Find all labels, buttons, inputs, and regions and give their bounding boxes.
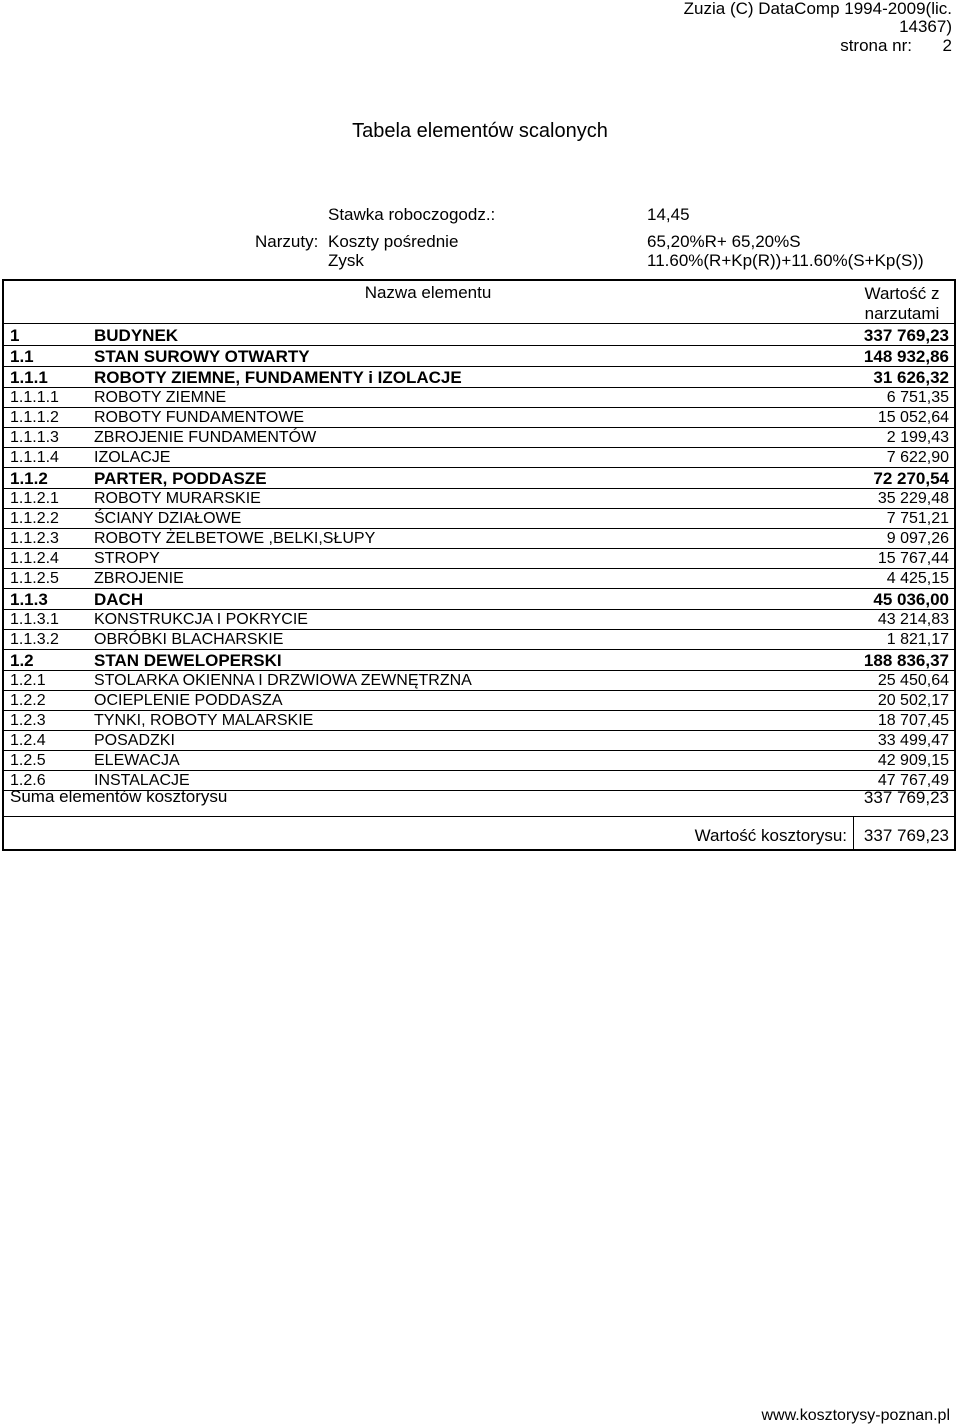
row-value: 6 751,35	[886, 389, 949, 406]
row-number: 1.1.2.3	[10, 530, 59, 547]
row-name: ROBOTY ŻELBETOWE ,BELKI,SŁUPY	[94, 530, 376, 547]
row-number: 1.2.6	[10, 772, 46, 789]
elements-table	[2, 279, 956, 851]
row-value: 35 229,48	[877, 490, 949, 507]
row-number: 1.2.2	[10, 692, 46, 709]
row-value: 33 499,47	[877, 732, 949, 749]
row-name: OBRÓBKI BLACHARSKIE	[94, 631, 284, 648]
table-row	[4, 325, 954, 346]
table-row	[4, 671, 954, 691]
table-body	[4, 325, 954, 791]
table-row	[4, 751, 954, 771]
profit-value: 11.60%(R+Kp(R))+11.60%(S+Kp(S))	[647, 251, 924, 270]
row-number: 1.1.2.4	[10, 550, 59, 567]
sum-label: Suma elementów kosztorysu	[10, 787, 228, 806]
table-row	[4, 388, 954, 408]
table-row	[4, 509, 954, 529]
row-number: 1.1.2.1	[10, 490, 59, 507]
header-license-number: 14367)	[899, 17, 952, 36]
table-row	[4, 529, 954, 549]
row-name: KONSTRUKCJA I POKRYCIE	[94, 611, 308, 628]
row-name: STAN SUROWY OTWARTY	[94, 347, 310, 366]
row-value: 337 769,23	[863, 326, 949, 345]
row-name: TYNKI, ROBOTY MALARSKIE	[94, 712, 314, 729]
sum-value: 337 769,23	[863, 788, 949, 807]
row-number: 1.1.3	[10, 590, 48, 609]
row-name: ROBOTY ZIEMNE, FUNDAMENTY i IZOLACJE	[94, 368, 462, 387]
labor-rate-value: 14,45	[647, 205, 690, 224]
row-value: 188 836,37	[863, 651, 949, 670]
table-row	[4, 569, 954, 589]
row-name: ELEWACJA	[94, 752, 180, 769]
row-number: 1.1.2.2	[10, 510, 59, 527]
table-row	[4, 589, 954, 610]
profit-label: Zysk	[328, 251, 364, 270]
header-license: Zuzia (C) DataComp 1994-2009(lic.	[683, 0, 952, 18]
table-row	[4, 468, 954, 489]
row-value: 45 036,00	[873, 590, 949, 609]
row-name: BUDYNEK	[94, 326, 179, 345]
table-row	[4, 549, 954, 569]
row-value: 15 767,44	[877, 550, 949, 567]
row-value: 18 707,45	[877, 712, 949, 729]
table-row	[4, 408, 954, 428]
row-number: 1.1.2.5	[10, 570, 59, 587]
row-number: 1.1.3.1	[10, 611, 59, 628]
row-number: 1.1.2	[10, 469, 48, 488]
row-value: 15 052,64	[877, 409, 949, 426]
row-number: 1.1.1.1	[10, 389, 59, 406]
table-row	[4, 448, 954, 468]
row-name: PARTER, PODDASZE	[94, 469, 267, 488]
total-divider	[853, 817, 854, 849]
table-row	[4, 630, 954, 650]
row-number: 1.2	[10, 651, 34, 670]
row-number: 1.1.1.4	[10, 449, 59, 466]
table-row	[4, 691, 954, 711]
row-name: IZOLACJE	[94, 449, 171, 466]
markups-label: Narzuty:	[255, 232, 319, 251]
table-row	[4, 346, 954, 367]
row-number: 1	[10, 326, 20, 345]
table-row	[4, 610, 954, 630]
indirect-costs-value: 65,20%R+ 65,20%S	[647, 232, 801, 251]
table-row	[4, 489, 954, 509]
row-value: 31 626,32	[873, 368, 949, 387]
column-value-header	[852, 284, 952, 324]
row-value: 1 821,17	[886, 631, 949, 648]
row-value: 20 502,17	[877, 692, 949, 709]
row-name: ROBOTY ZIEMNE	[94, 389, 227, 406]
row-number: 1.1	[10, 347, 34, 366]
row-name: INSTALACJE	[94, 772, 190, 789]
table-row	[4, 367, 954, 388]
row-name: ZBROJENIE	[94, 570, 184, 587]
column-name-header: Nazwa elementu	[364, 283, 492, 302]
column-value-header-line1: Wartość z	[864, 284, 940, 303]
row-number: 1.1.1	[10, 368, 48, 387]
row-value: 25 450,64	[877, 672, 949, 689]
indirect-costs-label: Koszty pośrednie	[328, 232, 459, 251]
row-name: ROBOTY MURARSKIE	[94, 490, 261, 507]
row-name: POSADZKI	[94, 732, 175, 749]
sum-row	[4, 781, 954, 817]
row-value: 47 767,49	[877, 772, 949, 789]
page-number: 2	[942, 36, 952, 55]
row-name: DACH	[94, 590, 144, 609]
row-name: ROBOTY FUNDAMENTOWE	[94, 409, 305, 426]
row-name: STAN DEWELOPERSKI	[94, 651, 282, 670]
table-row	[4, 650, 954, 671]
row-value: 7 622,90	[886, 449, 949, 466]
row-name: STOLARKA OKIENNA I DRZWIOWA ZEWNĘTRZNA	[94, 672, 472, 689]
footer-url: www.kosztorysy-poznan.pl	[761, 1407, 950, 1424]
row-value: 4 425,15	[886, 570, 949, 587]
row-value: 43 214,83	[877, 611, 949, 628]
row-number: 1.2.5	[10, 752, 46, 769]
row-name: ŚCIANY DZIAŁOWE	[94, 510, 242, 527]
row-number: 1.2.3	[10, 712, 46, 729]
row-number: 1.1.3.2	[10, 631, 59, 648]
row-number: 1.2.4	[10, 732, 46, 749]
row-number: 1.2.1	[10, 672, 46, 689]
row-value: 2 199,43	[886, 429, 949, 446]
page-label: strona nr:	[840, 36, 912, 55]
row-name: STROPY	[94, 550, 160, 567]
row-value: 148 932,86	[863, 347, 949, 366]
table-row	[4, 428, 954, 448]
row-value: 7 751,21	[886, 510, 949, 527]
header-page	[840, 37, 952, 55]
total-label: Wartość kosztorysu:	[694, 826, 847, 845]
column-value-header-line2: narzutami	[864, 304, 940, 323]
table-row	[4, 711, 954, 731]
total-value: 337 769,23	[863, 826, 949, 845]
table-row	[4, 731, 954, 751]
labor-rate-label: Stawka roboczogodz.:	[328, 205, 496, 224]
row-name: OCIEPLENIE PODDASZA	[94, 692, 283, 709]
row-value: 72 270,54	[873, 469, 949, 488]
page-title: Tabela elementów scalonych	[352, 120, 608, 142]
row-value: 42 909,15	[877, 752, 949, 769]
row-number: 1.1.1.3	[10, 429, 59, 446]
row-number: 1.1.1.2	[10, 409, 59, 426]
table-header	[4, 281, 954, 324]
total-row	[4, 817, 954, 849]
row-name: ZBROJENIE FUNDAMENTÓW	[94, 429, 317, 446]
row-value: 9 097,26	[886, 530, 949, 547]
